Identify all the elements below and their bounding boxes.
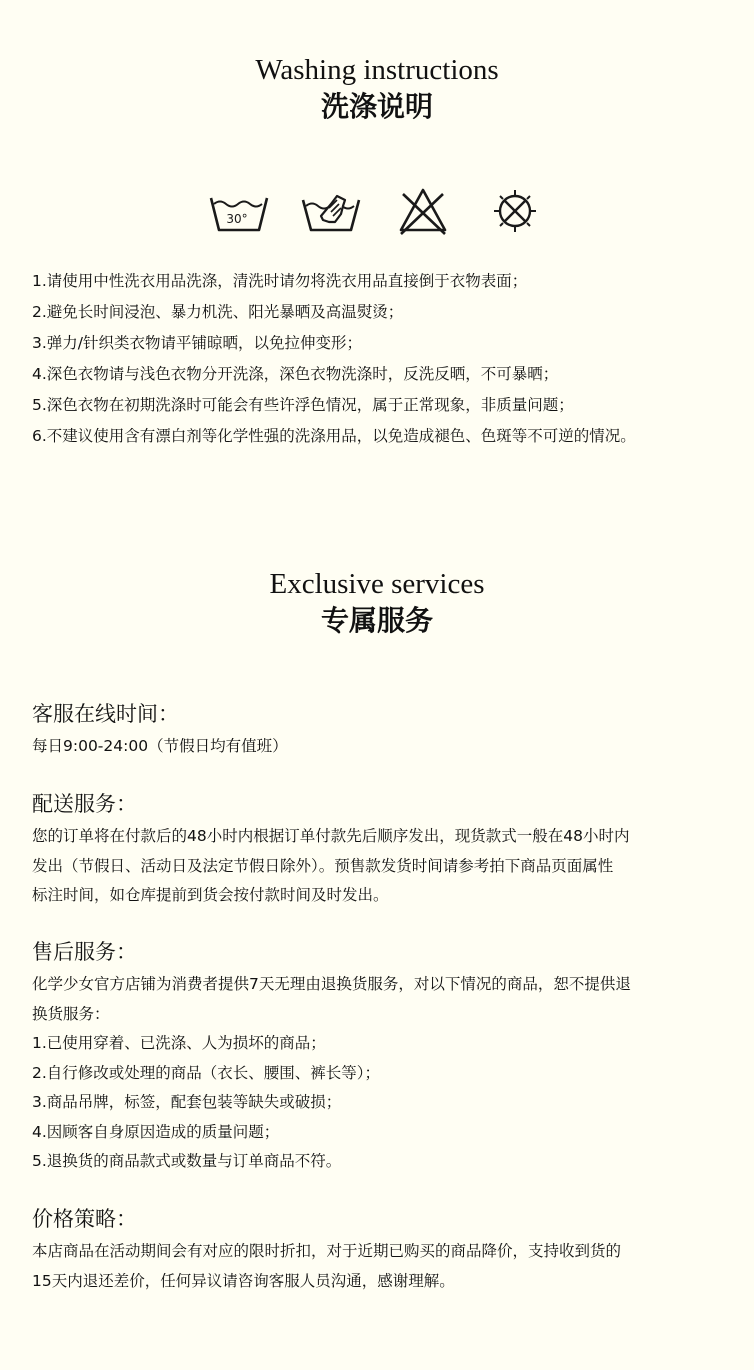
care-icons	[0, 186, 754, 236]
after-sales-exclusion-item: 4.因顾客自身原因造成的质量问题；	[32, 1122, 280, 1141]
svg-text:30°: 30°	[226, 212, 248, 226]
list-item: 4.深色衣物请与浅色衣物分开洗涤，深色衣物洗涤时，反洗反晒，不可暴晒；	[32, 365, 559, 383]
after-sales-section	[32, 938, 732, 1177]
washing-title-en: Washing instructions	[255, 54, 499, 86]
services-title-zh: 专属服务	[320, 604, 433, 637]
customer-service-hours: 每日9:00-24:00（节假日均有值班）	[32, 737, 288, 755]
after-sales-exclusion-item: 5.退换货的商品款式或数量与订单商品不符。	[32, 1152, 342, 1170]
customer-service-section	[32, 700, 732, 762]
list-item: 5.深色衣物在初期洗涤时可能会有些许浮色情况，属于正常现象，非质量问题；	[32, 396, 574, 414]
no-bleach-icon	[391, 186, 455, 236]
wash-30-icon	[207, 186, 271, 236]
after-sales-text-line: 化学少女官方店铺为消费者提供7天无理由退换货服务，对以下情况的商品，恕不提供退	[32, 975, 631, 993]
delivery-section	[32, 790, 732, 911]
washing-instructions-list	[32, 266, 732, 452]
after-sales-exclusion-item: 2.自行修改或处理的商品（衣长、腰围、裤长等）；	[32, 1063, 381, 1082]
washing-title-zh: 洗涤说明	[320, 90, 433, 123]
after-sales-exclusion-item: 1.已使用穿着、已洗涤、人为损坏的商品；	[32, 1034, 326, 1052]
list-item: 1.请使用中性洗衣用品洗涤，清洗时请勿将洗衣用品直接倒于衣物表面；	[32, 272, 528, 290]
services-title-en: Exclusive services	[269, 568, 485, 600]
delivery-text-line: 发出（节假日、活动日及法定节假日除外）。预售款发货时间请参考拍下商品页面属性	[32, 856, 614, 875]
washing-header	[0, 54, 754, 124]
pricing-text-line: 15天内退还差价，任何异议请咨询客服人员沟通，感谢理解。	[32, 1271, 455, 1290]
list-item: 3.弹力/针织类衣物请平铺晾晒，以免拉伸变形；	[32, 334, 363, 352]
no-sun-dry-icon	[483, 186, 547, 236]
list-item: 2.避免长时间浸泡、暴力机洗、阳光暴晒及高温熨烫；	[32, 303, 404, 321]
delivery-text-line: 标注时间，如仓库提前到货会按付款时间及时发出。	[32, 886, 389, 904]
pricing-heading: 价格策略：	[32, 1207, 137, 1231]
services-header	[0, 568, 754, 638]
hand-wash-icon	[299, 186, 363, 236]
delivery-text-line: 您的订单将在付款后的48小时内根据订单付款先后顺序发出，现货款式一般在48小时内	[32, 827, 630, 845]
customer-service-heading: 客服在线时间：	[32, 702, 179, 726]
pricing-section	[32, 1205, 732, 1296]
pricing-text-line: 本店商品在活动期间会有对应的限时折扣，对于近期已购买的商品降价，支持收到货的	[32, 1242, 622, 1260]
after-sales-text-line: 换货服务：	[32, 1004, 110, 1023]
delivery-heading: 配送服务：	[32, 792, 137, 816]
after-sales-exclusion-item: 3.商品吊牌，标签，配套包装等缺失或破损；	[32, 1093, 342, 1111]
list-item: 6.不建议使用含有漂白剂等化学性强的洗涤用品，以免造成褪色、色斑等不可逆的情况。	[32, 427, 636, 445]
after-sales-heading: 售后服务：	[32, 940, 137, 964]
